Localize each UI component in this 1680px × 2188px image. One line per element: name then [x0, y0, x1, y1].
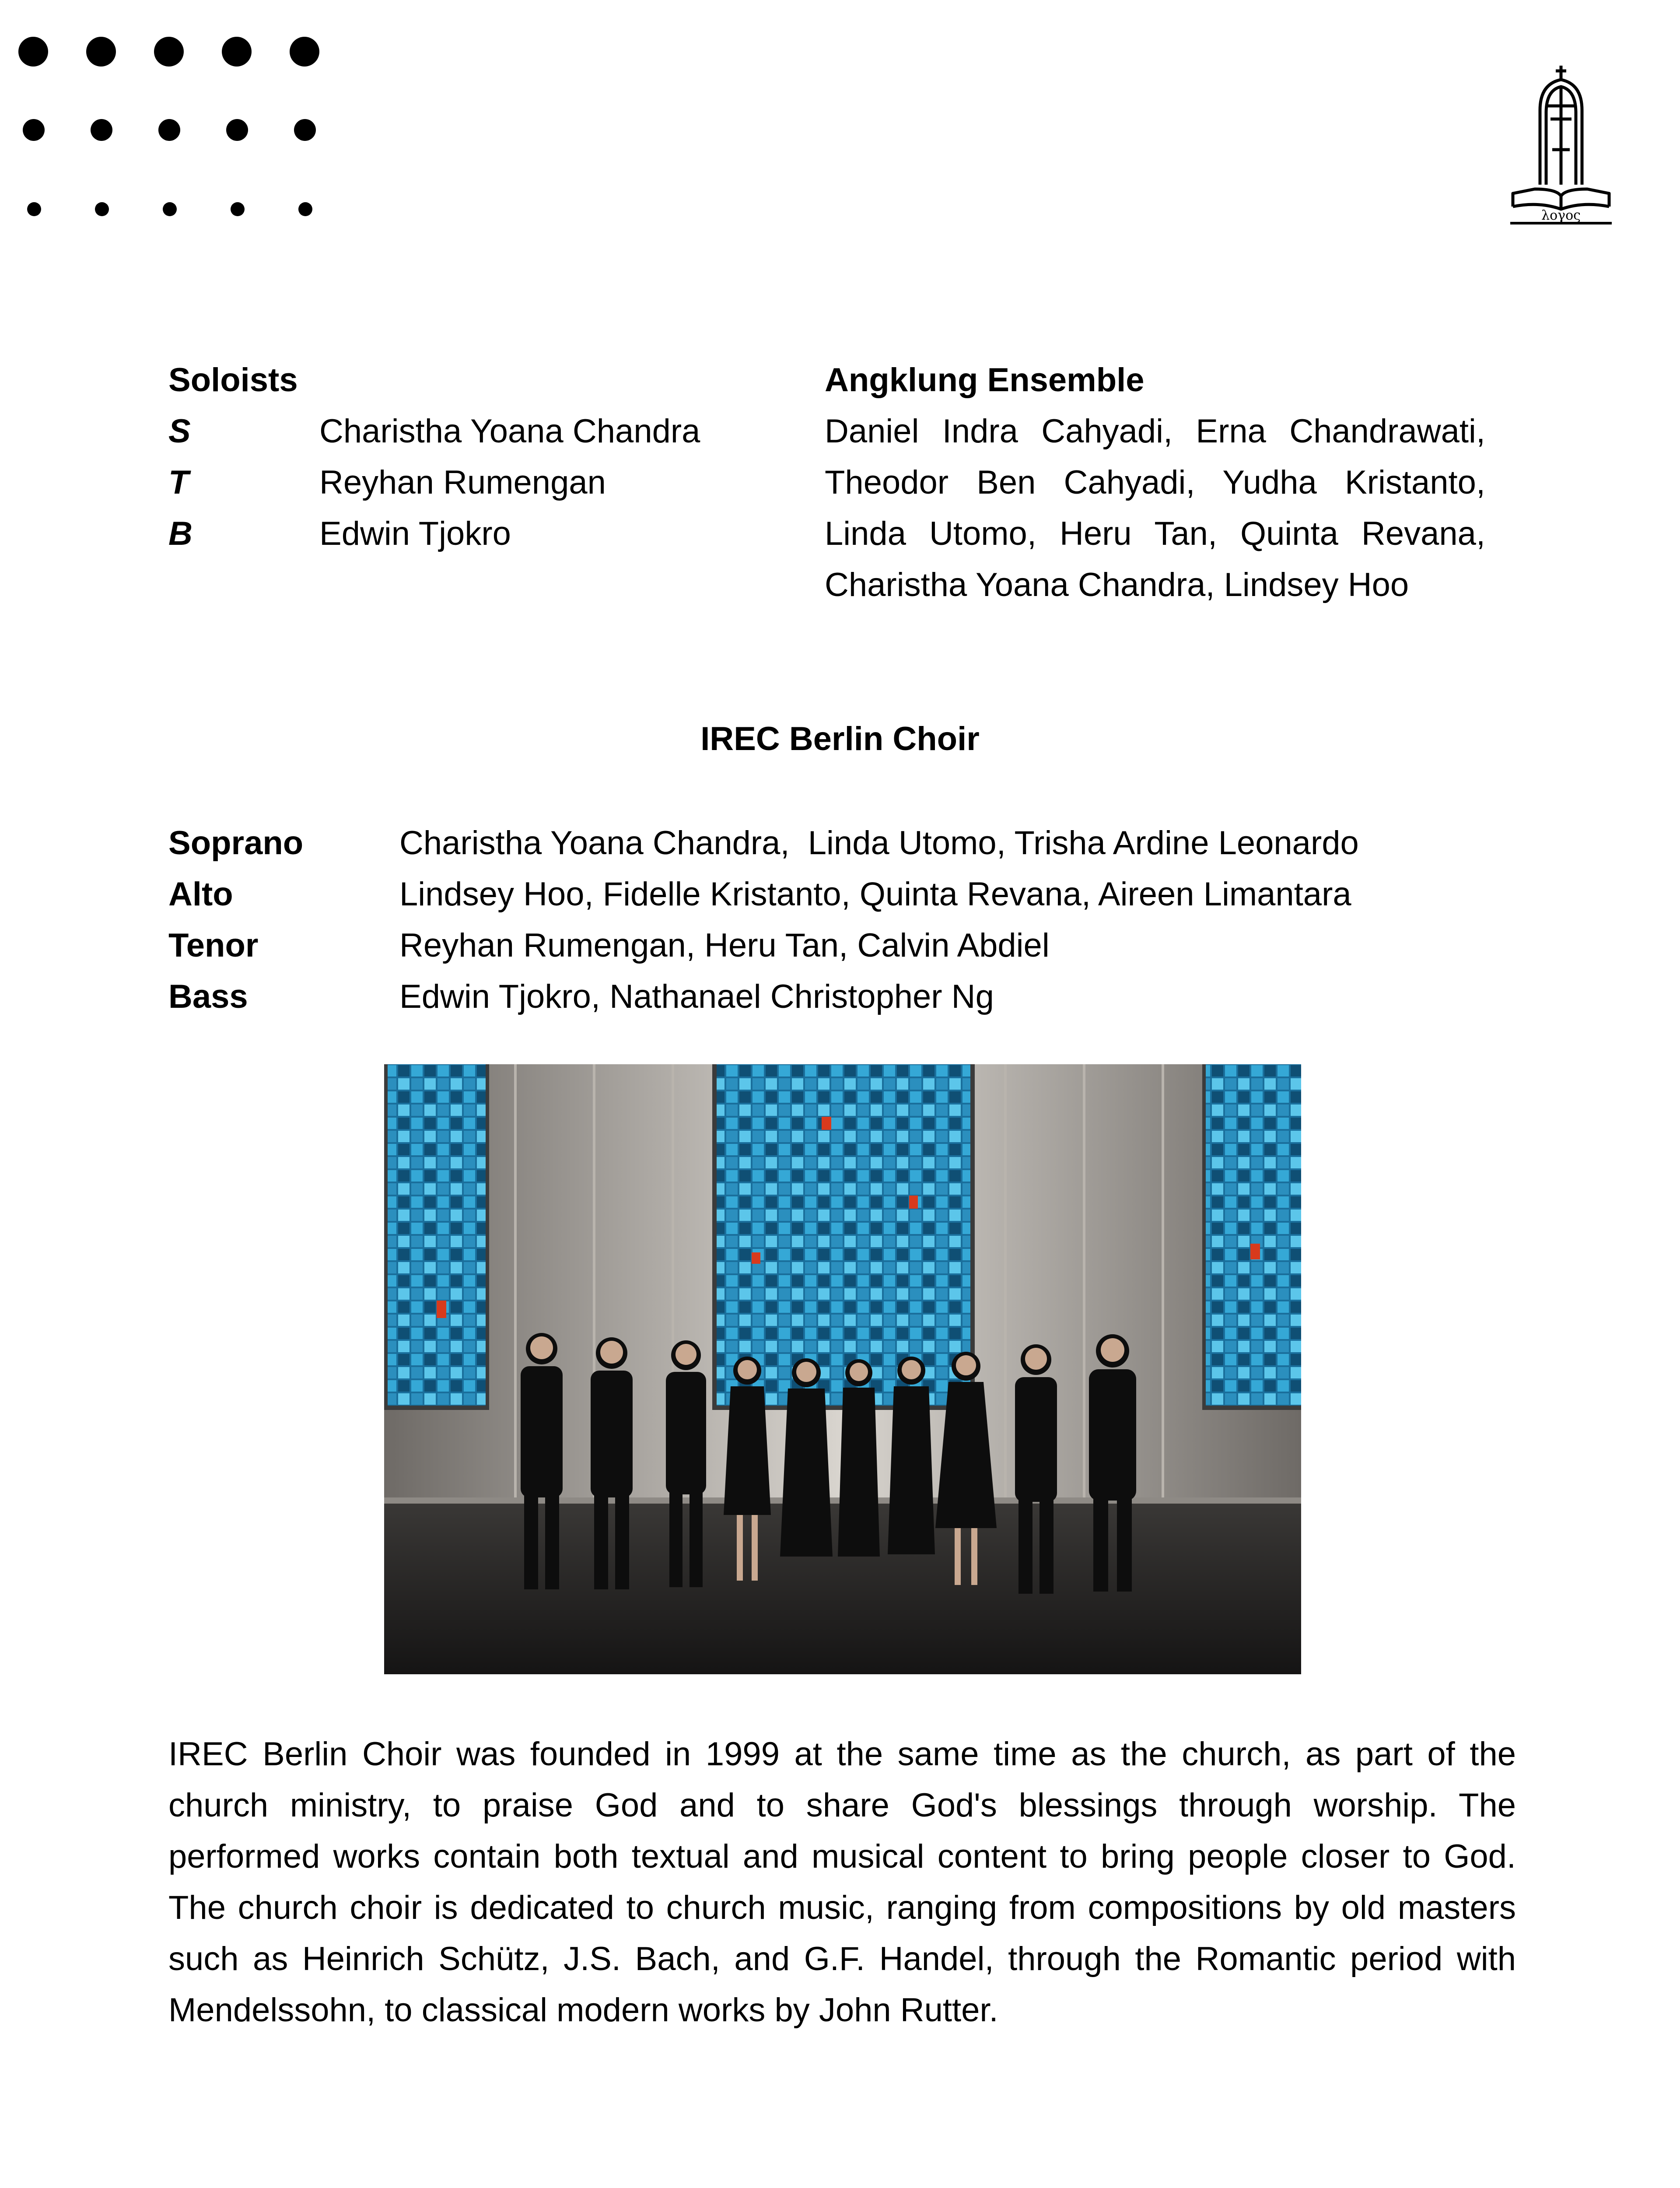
angklung-line: Theodor Ben Cahyadi, Yudha Kristanto, [825, 464, 1485, 501]
dot [86, 37, 116, 67]
voice-label: B [168, 515, 192, 552]
description-line: performed works contain both textual and musical content to bring people closer to God. [168, 1838, 1516, 1875]
dot [158, 119, 180, 141]
choir-part-row [168, 971, 1525, 1022]
part-members: Reyhan Rumengan, Heru Tan, Calvin Abdiel [399, 927, 1050, 964]
dot [290, 37, 319, 67]
part-members: Charistha Yoana Chandra, Linda Utomo, Trisha Ardine Leonardo [399, 824, 1359, 862]
soloist-name: Edwin Tjokro [319, 515, 511, 552]
church-book-logo-icon [1508, 62, 1614, 237]
voice-label: T [168, 464, 189, 501]
soloist-name: Reyhan Rumengan [319, 464, 606, 501]
description-line: church ministry, to praise God and to share God's blessings through worship. The [168, 1787, 1516, 1824]
dot [231, 202, 245, 216]
description-line: such as Heinrich Schütz, J.S. Bach, and G.F. Handel, through the Romantic period with [168, 1940, 1516, 1978]
dot [226, 119, 248, 141]
angklung-heading: Angklung Ensemble [825, 361, 1144, 399]
soloist-row [168, 508, 781, 559]
soloists-heading: Soloists [168, 361, 298, 399]
choir-parts [168, 817, 1525, 1022]
angklung-line: Charistha Yoana Chandra, Lindsey Hoo [825, 566, 1409, 603]
dot [154, 37, 184, 67]
description-line: Mendelssohn, to classical modern works by John Rutter. [168, 1992, 998, 2029]
angklung-line: Daniel Indra Cahyadi, Erna Chandrawati, [825, 413, 1485, 450]
choir-part-row [168, 869, 1525, 920]
part-label: Soprano [168, 824, 304, 862]
part-label: Alto [168, 876, 233, 913]
logo-text: λογος [1541, 208, 1581, 223]
dot [95, 202, 109, 216]
choir-part-row [168, 920, 1525, 971]
voice-label: S [168, 413, 191, 450]
part-members: Lindsey Hoo, Fidelle Kristanto, Quinta Revana, Aireen Limantara [399, 876, 1351, 913]
part-label: Tenor [168, 927, 259, 964]
soloists-section [168, 354, 781, 559]
dot [294, 119, 316, 141]
dot [23, 119, 45, 141]
choir-description [168, 1729, 1516, 2036]
soloist-row [168, 457, 781, 508]
dot [18, 37, 48, 67]
description-line: IREC Berlin Choir was founded in 1999 at the same time as the church, as part of the [168, 1736, 1516, 1773]
choir-photo-illustration [384, 1064, 1301, 1674]
dot [222, 37, 252, 67]
soloist-row [168, 406, 781, 457]
part-members: Edwin Tjokro, Nathanael Christopher Ng [399, 978, 994, 1015]
soloist-name: Charistha Yoana Chandra [319, 413, 700, 450]
dot [163, 202, 177, 216]
choir-title: IREC Berlin Choir [700, 720, 980, 757]
choir-photo [384, 1064, 1301, 1674]
dot [27, 202, 41, 216]
choir-part-row [168, 817, 1525, 869]
angklung-section [825, 354, 1485, 610]
angklung-line: Linda Utomo, Heru Tan, Quinta Revana, [825, 515, 1485, 552]
description-line: The church choir is dedicated to church music, ranging from compositions by old masters [168, 1889, 1516, 1926]
part-label: Bass [168, 978, 248, 1015]
dot [91, 119, 112, 141]
dot [298, 202, 312, 216]
